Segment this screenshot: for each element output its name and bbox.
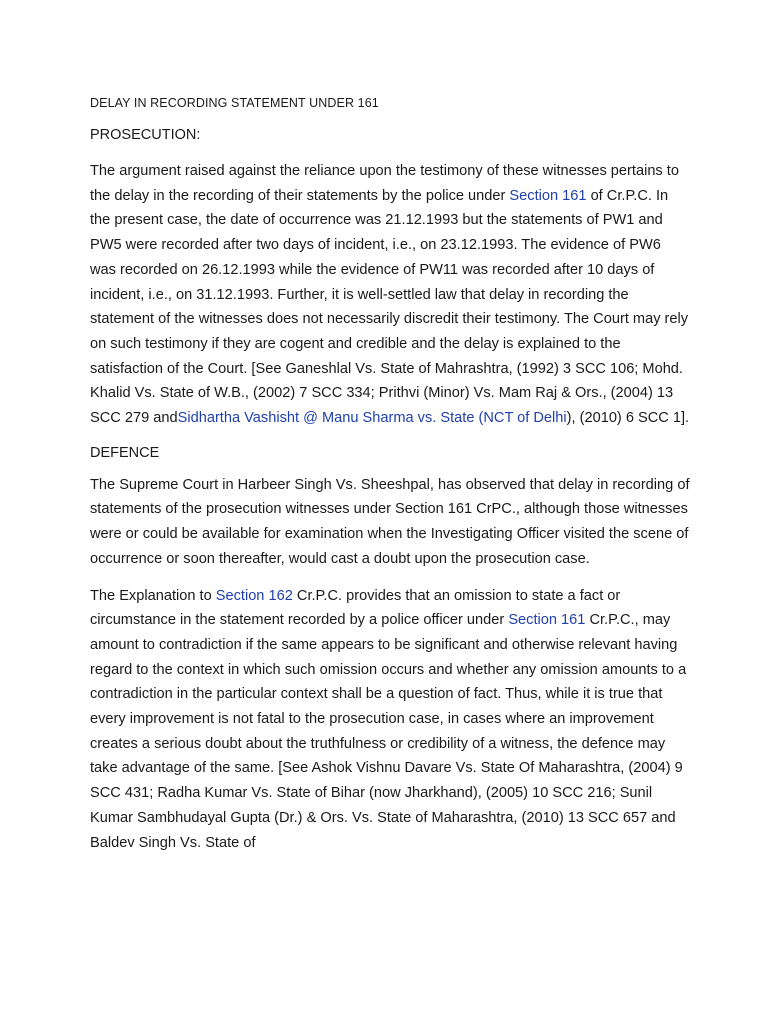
section-link[interactable]: Section 161 — [509, 187, 587, 204]
defence-heading: DEFENCE — [90, 444, 160, 461]
section-link[interactable]: Section 162 — [215, 587, 293, 604]
prosecution-heading: PROSECUTION: — [90, 127, 201, 143]
document-title: DELAY IN RECORDING STATEMENT UNDER 161 — [90, 96, 379, 110]
prosecution-paragraph — [90, 159, 690, 431]
paragraph-text: Cr.P.C., may amount to contradiction if the same appears to be significant and otherwise relevant having regard to the context in which such omission occurs and whether any omission amounts to a contradiction in the particular context shall be a question of fact. Thus, while it is true that every improvement is not fatal to the prosecution case, in cases where an improvement creates a serious doubt about the truthfulness or credibility of a witness, the defence may take advantage of the same. [See Ashok Vishnu Davare Vs. State Of Maharashtra, (2004) 9 SCC 431; Radha Kumar Vs. State of Bihar (now Jharkhand), (2005) 10 SCC 216; Sunil Kumar Sambhudayal Gupta (Dr.) & Ors. Vs. State of Maharashtra, (2010) 13 SCC 657 and Baldev Singh Vs. State of — [90, 612, 687, 851]
paragraph-text: of Cr.P.C. In the present case, the date of occurrence was 21.12.1993 but the statements of PW1 and PW5 were recorded after two days of incident, i.e., on 23.12.1993. The evidence of PW6 was recorded on 26.12.1993 while the evidence of PW11 was recorded after 10 days of incident, i.e., on 31.12.1993. Further, it is well-settled law that delay in recording the statement of the witnesses does not necessarily discredit their testimony. The Court may rely on such testimony if they are cogent and credible and the delay is explained to the satisfaction of the Court. [See Ganeshlal Vs. State of Mahrashtra, (1992) 3 SCC 106; Mohd. Khalid Vs. State of W.B., (2002) 7 SCC 334; Prithvi (Minor) Vs. Mam Raj & Ors., (2004) 13 SCC 279 and — [90, 187, 689, 427]
paragraph-text: The argument raised against the reliance upon the testimony of these witnesses pertains to the delay in the recording of their statements by the police under — [90, 163, 679, 204]
defence-paragraph-2 — [90, 584, 690, 856]
paragraph-text: ), (2010) 6 SCC 1]. — [566, 410, 690, 427]
paragraph-text: The Explanation to — [90, 587, 216, 604]
section-link[interactable]: Section 161 — [508, 612, 586, 629]
section-link[interactable]: Sidhartha Vashisht @ Manu Sharma vs. State (NCT of Delhi — [177, 410, 567, 427]
document-page — [90, 94, 690, 867]
paragraph-text: Cr.P.C. provides that an omission to state a fact or circumstance in the statement recorded by a police officer under — [90, 587, 621, 629]
defence-paragraph-1: The Supreme Court in Harbeer Singh Vs. Sheeshpal, has observed that delay in recording of statements of the prosecution witnesses under Section 161 CrPC., although those witnesses were or could be available for examination when the Investigating Officer visited the scene of occurrence or soon thereafter, would cast a doubt upon the prosecution case. — [90, 476, 690, 567]
